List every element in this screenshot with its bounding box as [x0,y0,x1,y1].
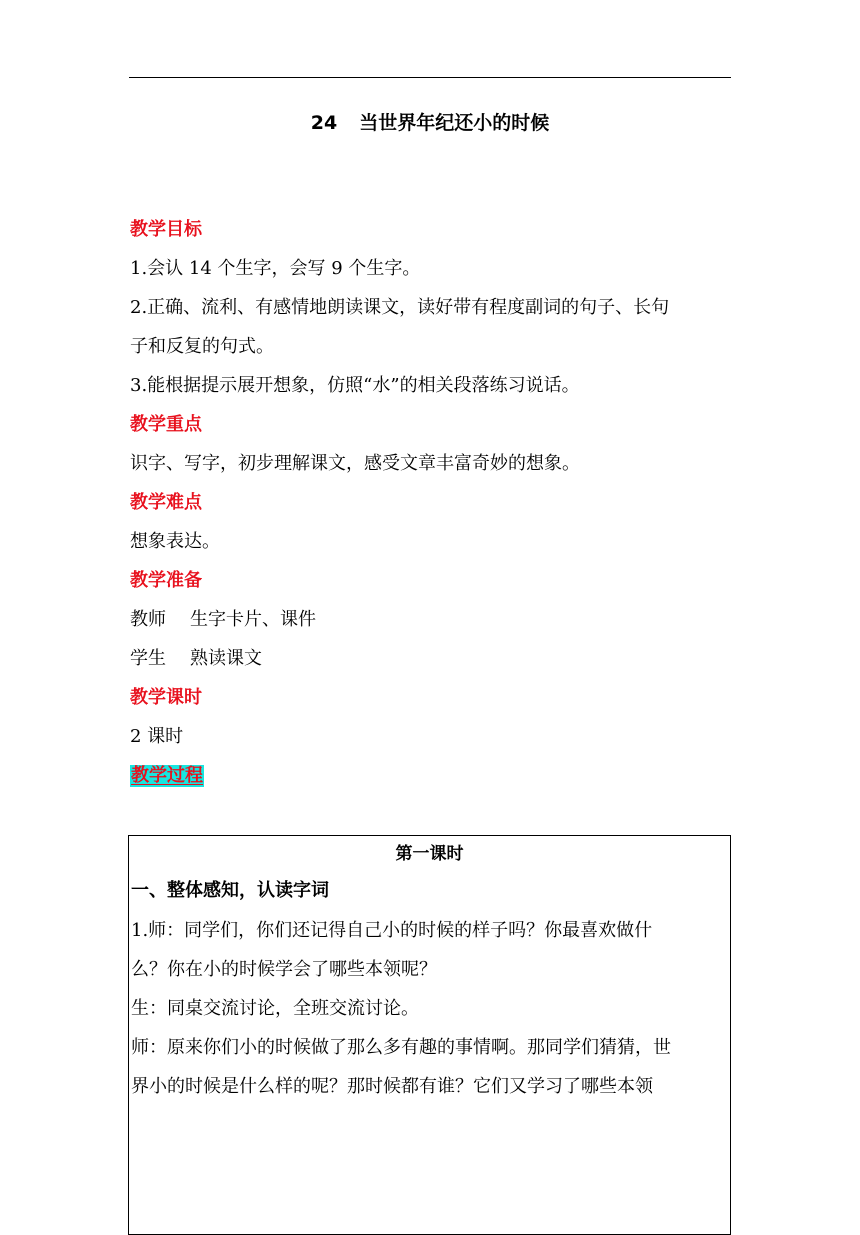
lesson-line: 么？你在小的时候学会了哪些本领呢？ [131,959,437,980]
goal-item-2-line-2: 子和反复的句式。 [130,336,274,357]
document-body [130,210,734,795]
lesson-section-heading: 一、整体感知，认读字词 [131,880,329,901]
goal-item-3: 3.能根据提示展开想象，仿照“水”的相关段落练习说话。 [130,375,580,396]
goals-heading: 教学目标 [130,219,202,240]
process-heading: 教学过程 [131,765,203,786]
lesson-line: 生：同桌交流讨论，全班交流讨论。 [131,998,419,1019]
process-heading-row [130,756,734,795]
header-rule [129,77,731,78]
preparation-teacher [130,600,734,639]
focus-text: 识字、写字，初步理解课文，感受文章丰富奇妙的想象。 [130,453,580,474]
page-title [0,110,860,136]
teacher-label: 教师 [130,609,166,630]
lesson-box-title: 第一课时 [395,844,464,864]
lesson-plan-table [128,835,731,1235]
hours-text: 2 课时 [130,726,184,747]
hours-heading: 教学课时 [130,687,202,708]
student-label: 学生 [130,648,166,669]
preparation-heading: 教学准备 [130,570,202,591]
goal-item-1: 1.会认 14 个生字，会写 9 个生字。 [130,258,421,279]
lesson-line: 界小的时候是什么样的呢？那时候都有谁？它们又学习了哪些本领 [131,1076,653,1097]
lesson-line: 1.师：同学们，你们还记得自己小的时候的样子吗？你最喜欢做什 [131,920,653,941]
lesson-title: 当世界年纪还小的时候 [359,112,550,134]
lesson-number: 24 [310,112,338,134]
difficulty-text: 想象表达。 [130,531,220,552]
student-materials: 熟读课文 [190,648,262,669]
preparation-student [130,639,734,678]
goal-item-2-line-1: 2.正确、流利、有感情地朗读课文，读好带有程度副词的句子、长句 [130,297,670,318]
focus-heading: 教学重点 [130,414,202,435]
lesson-box-text [129,911,730,1106]
teacher-materials: 生字卡片、课件 [190,609,316,630]
lesson-line: 师：原来你们小的时候做了那么多有趣的事情啊。那同学们猜猜，世 [131,1037,671,1058]
difficulty-heading: 教学难点 [130,492,202,513]
